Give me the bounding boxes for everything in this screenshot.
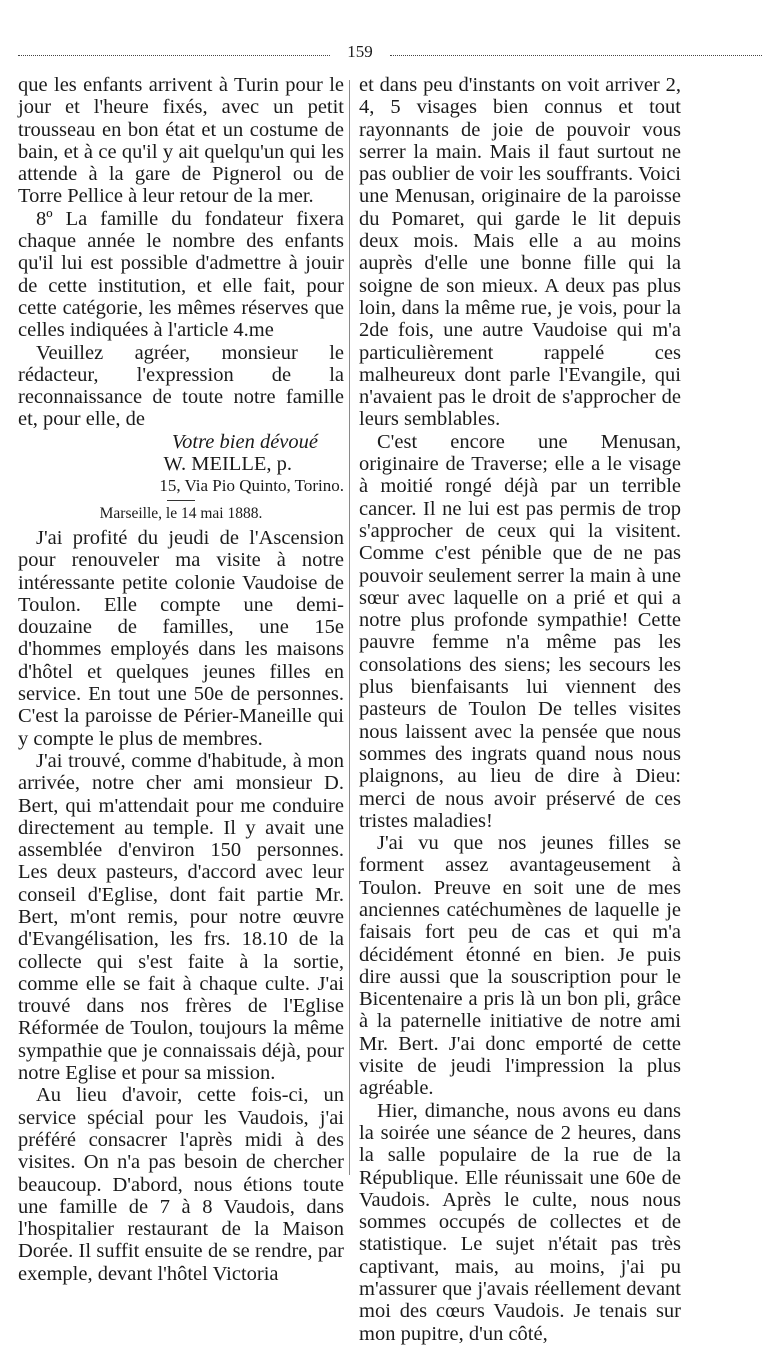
left-column xyxy=(18,74,344,1285)
left-paragraph-3: Veuillez agréer, monsieur le rédacteur, l'expression de la reconnaissance de toute notre famille et, pour elle, de xyxy=(18,341,344,431)
section-divider xyxy=(167,500,195,501)
page-header xyxy=(18,42,762,66)
right-paragraph-1: et dans peu d'instants on voit arriver 2, 4, 5 visages bien connus et tout rayonnants de joie de pouvoir vous serrer la main. Mais il faut surtout ne pas oublier de voir les souffrants. Voici une Menusan, originaire de la paroisse du Pomaret, qui garde le lit depuis deux mois. Mais elle a au moins auprès d'elle une bonne fille qui la soigne de son mieux. A deux pas plus loin, dans la même rue, je vois, pour la 2de fois, une autre Vaudoise qui m'a particulièrement rappelé ces malheureux dont parle l'Evangile, qui n'avaient pas le droit de s'approcher de leurs semblables. xyxy=(359,74,681,431)
letter-address: 15, Via Pio Quinto, Torino. xyxy=(159,476,344,496)
left-paragraph-2: 8º La famille du fondateur fixera chaque année le nombre des enfants qu'il lui est possible d'admettre à jouir de cette institution, et elle fait, pour cette catégorie, les mêmes réserves que celles indiquées à l'article 4.me xyxy=(18,207,344,342)
left-paragraph-4: J'ai profité du jeudi de l'Ascension pour renouveler ma visite à notre intéressante petite colonie Vaudoise de Toulon. Elle compte une demi-douzaine de familles, une 15e d'hommes employés dans les maisons d'hôtel et quelques jeunes filles en service. En tout une 50e de personnes. C'est la paroisse de Périer-Maneille qui y compte le plus de membres. xyxy=(18,526,344,750)
right-paragraph-3: J'ai vu que nos jeunes filles se forment assez avantageusement à Toulon. Preuve en soit une de mes anciennes catéchumènes de laquelle je faisais fort peu de cas et qui m'a décidément étonné en bien. Je puis dire aussi que la souscription pour le Bicentenaire a pris là un bon pli, grâce à la paternelle initiative de notre ami Mr. Bert. J'ai donc emporté de cette visite de jeudi l'impression la plus agréable. xyxy=(359,832,681,1100)
header-rule-right xyxy=(390,55,762,56)
left-paragraph-1: que les enfants arrivent à Turin pour le jour et l'heure fixés, avec un petit trousseau en bon état et un costume de bain, et à ce qu'il y ait quelqu'un qui les attende à la gare de Pignerol ou de Torre Pellice à leur retour de la mer. xyxy=(18,74,344,208)
left-paragraph-6: Au lieu d'avoir, cette fois-ci, un service spécial pour les Vaudois, j'ai préféré consacrer l'après midi à des visites. On n'a pas besoin de chercher beaucoup. D'abord, nous étions toute une famille de 7 à 8 Vaudois, dans l'hospitalier restaurant de la Maison Dorée. Il suffit ensuite de se rendre, par exemple, devant l'hôtel Victoria xyxy=(18,1084,344,1285)
header-rule-left xyxy=(18,55,330,56)
right-column xyxy=(359,74,681,1345)
dateline: Marseille, le 14 mai 1888. xyxy=(99,504,263,522)
letter-closing: Votre bien dévoué xyxy=(171,430,318,453)
right-paragraph-2: C'est encore une Menusan, originaire de Traverse; elle a le visage à moitié rongé déjà par un terrible cancer. Il ne lui est pas permis de trop s'approcher de ceux qui la visitent. Comme c'est pénible que de ne pas pouvoir seulement serrer la main à une sœur avec laquelle on a prié et qui a notre plus profonde sympathie! Cette pauvre femme n'a même pas les consolations des siens; les secours les plus bienfaisants lui viennent des pasteurs de Toulon De telles visites nous laissent avec la pensée que nous sommes des ingrats quand nous nous plaignons, au lieu de dire à Dieu: merci de nous avoir préservé de ces tristes maladies! xyxy=(359,430,681,832)
left-paragraph-5: J'ai trouvé, comme d'habitude, à mon arrivée, notre cher ami monsieur D. Bert, qui m'attendait pour me conduire directement au temple. Il y avait une assemblée d'environ 150 personnes. Les deux pasteurs, d'accord avec leur conseil d'Eglise, dont fait partie Mr. Bert, m'ont remis, pour notre œuvre d'Evangélisation, les frs. 18.10 de la collecte qui s'est faite à la sortie, comme elle se fait à chaque culte. J'ai trouvé dans nos frères de l'Eglise Réformée de Toulon, toujours la même sympathie que je connaissais déjà, pour notre Eglise et pour sa mission. xyxy=(18,749,344,1085)
page-number: 159 xyxy=(347,42,373,61)
column-separator xyxy=(349,80,350,1175)
right-paragraph-4: Hier, dimanche, nous avons eu dans la soirée une séance de 2 heures, dans la salle populaire de la rue de la République. Elle réunissait une 60e de Vaudois. Après le culte, nous nous sommes occupés de collectes et de statistique. Le sujet n'était pas très captivant, mais, au moins, j'ai pu m'assurer que j'avais réellement devant moi des cœurs Vaudois. Je tenais sur mon pupitre, d'un côté, xyxy=(359,1099,681,1345)
letter-signature: W. MEILLE, p. xyxy=(163,453,292,476)
